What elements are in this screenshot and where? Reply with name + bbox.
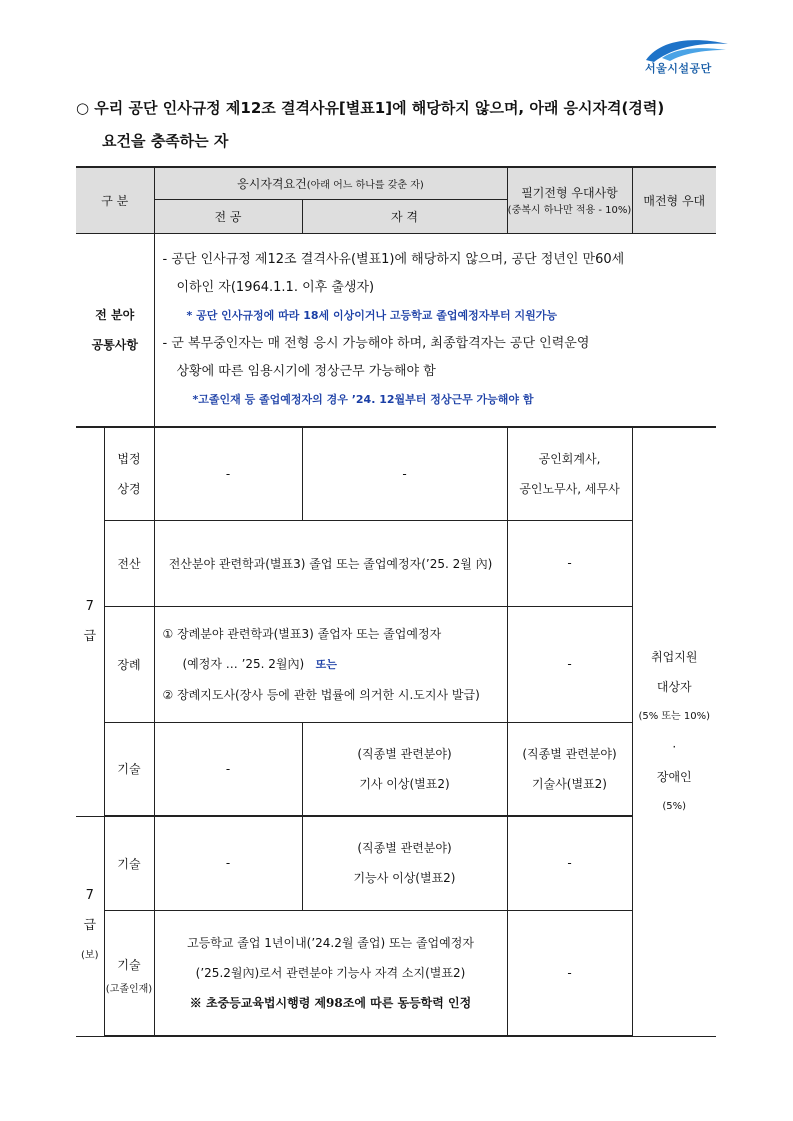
tech-b-major: - — [154, 816, 302, 910]
field-computing: 전산 — [104, 520, 154, 606]
field-tech-b: 기술 — [104, 816, 154, 910]
intro-line-2: 요건을 충족하는 자 — [102, 132, 229, 150]
funeral-line-2 — [163, 649, 507, 680]
tech-b-cert-2: 기능사 이상(별표2) — [353, 871, 456, 886]
each-stage-line-6: (5%) — [662, 800, 687, 812]
header-requirements — [154, 167, 507, 199]
field-business: 상경 — [117, 481, 141, 496]
common-note-2: *고졸인재 등 졸업예정자의 경우 ’24. 12월부터 정상근무 가능해야 함 — [192, 392, 534, 406]
header-req-note: (아래 어느 하나를 갖춘 자) — [306, 179, 424, 191]
common-line-4: 상황에 따른 임용시기에 정상근무 가능해야 함 — [176, 363, 436, 379]
tech-hs-line-2: (’25.2월內)로서 관련분야 기능사 자격 소지(별표2) — [195, 965, 466, 980]
header-each-stage: 매전형 우대 — [632, 167, 716, 233]
law-written-preference — [507, 427, 632, 520]
funeral-written-preference: - — [507, 606, 632, 722]
tech-b-cert-1: (직종별 관련분야) — [357, 841, 452, 856]
each-stage-line-4: · — [672, 739, 677, 754]
tech-written-1: (직종별 관련분야) — [522, 746, 617, 761]
each-stage-line-2: 대상자 — [656, 679, 692, 694]
grade-7-unit: 급 — [83, 628, 97, 644]
tech-hs-line-1: 고등학교 졸업 1년이내(’24.2월 졸업) 또는 졸업예정자 — [187, 935, 474, 950]
field-tech-highschool — [104, 910, 154, 1036]
field-law-business — [104, 427, 154, 520]
logo — [640, 34, 732, 80]
common-note-1: * 공단 인사규정에 따라 18세 이상이거나 고등학교 졸업예정자부터 지원가능 — [186, 308, 557, 322]
funeral-or: 또는 — [315, 657, 337, 671]
common-line-3: - 군 복무중인자는 매 전형 응시 가능해야 하며, 최종합격자는 공단 인력운영 — [162, 335, 590, 351]
common-label — [76, 233, 154, 427]
common-label-2: 공통사항 — [91, 337, 138, 352]
funeral-line-3: ② 장례지도사(장사 등에 관한 법률에 의거한 시.도지사 발급) — [162, 687, 480, 702]
common-requirements — [154, 233, 716, 427]
grade-7b-label — [76, 816, 104, 1036]
header-major: 전 공 — [154, 199, 302, 233]
intro-line-1: ○ 우리 공단 인사규정 제12조 결격사유[별표1]에 해당하지 않으며, 아래 응시자격(경력) — [76, 99, 665, 117]
funeral-line-1: ① 장례분야 관련학과(별표3) 졸업자 또는 졸업예정자 — [162, 626, 442, 641]
intro-text — [76, 92, 736, 158]
law-major: - — [154, 427, 302, 520]
each-stage-line-3: (5% 또는 10%) — [638, 710, 711, 722]
header-written-title: 필기전형 우대사항 — [521, 186, 618, 201]
law-written-2: 공인노무사, 세무사 — [519, 481, 620, 496]
tech-b-cert — [302, 816, 507, 910]
logo-text: 서울시설공단 — [645, 62, 712, 75]
grade-7-label — [76, 427, 104, 816]
grade-7-num: 7 — [85, 598, 94, 614]
field-tech-hs-label: 기술 — [117, 958, 141, 973]
header-written-note: (중복시 하나만 적용 - 10%) — [507, 205, 632, 217]
field-funeral: 장례 — [104, 606, 154, 722]
header-written-preference — [507, 167, 632, 233]
grade-7b-num: 7 — [85, 888, 94, 903]
tech-hs-line-3: ※ 초중등교육법시행령 제98조에 따른 동등학력 인정 — [189, 995, 472, 1010]
each-stage-preference — [632, 427, 716, 1036]
tech-cert-2: 기사 이상(별표2) — [359, 776, 450, 791]
qualification-table — [76, 166, 716, 1037]
tech-hs-written-preference: - — [507, 910, 632, 1036]
field-tech-hs-note: (고졸인재) — [105, 984, 153, 996]
grade-7b-note: (보) — [81, 950, 99, 961]
each-stage-line-5: 장애인 — [656, 769, 692, 784]
each-stage-line-1: 취업지원 — [651, 649, 698, 664]
computing-written-preference: - — [507, 520, 632, 606]
computing-requirement: 전산분야 관련학과(별표3) 졸업 또는 졸업예정자(’25. 2월 內) — [154, 520, 507, 606]
tech-hs-requirement — [154, 910, 507, 1036]
common-line-2: 이하인 자(1964.1.1. 이후 출생자) — [176, 279, 375, 295]
tech-major: - — [154, 722, 302, 816]
common-label-1: 전 분야 — [95, 307, 135, 322]
tech-cert — [302, 722, 507, 816]
field-law: 법정 — [117, 451, 141, 466]
tech-written-2: 기술사(별표2) — [532, 776, 607, 791]
tech-b-written-preference: - — [507, 816, 632, 910]
grade-7b-unit: 급 — [83, 918, 97, 933]
funeral-requirement — [154, 606, 507, 722]
header-gubun: 구 분 — [76, 167, 154, 233]
header-cert: 자 격 — [302, 199, 507, 233]
field-tech: 기술 — [104, 722, 154, 816]
tech-cert-1: (직종별 관련분야) — [357, 746, 452, 761]
law-cert: - — [302, 427, 507, 520]
funeral-line-2-text: (예정자 … ’25. 2월內) — [182, 656, 305, 671]
tech-written-preference — [507, 722, 632, 816]
common-line-1: - 공단 인사규정 제12조 결격사유(별표1)에 해당하지 않으며, 공단 정년인 만60세 — [162, 251, 625, 267]
header-req-title: 응시자격요건 — [237, 176, 307, 191]
law-written-1: 공인회계사, — [538, 451, 601, 466]
